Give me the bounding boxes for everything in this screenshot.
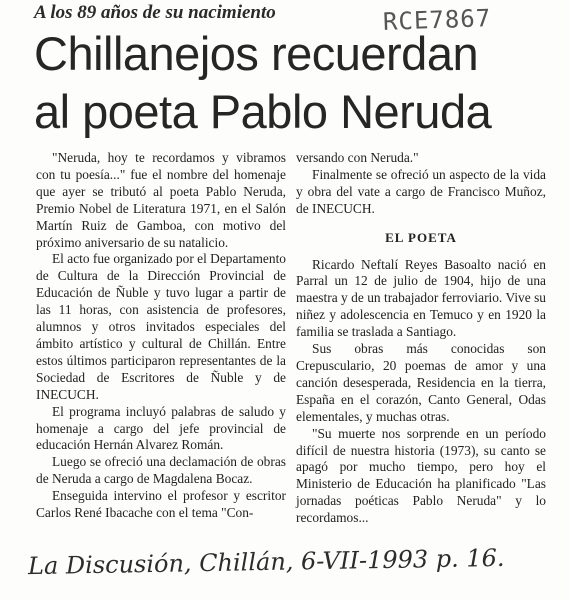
paragraph: Luego se ofreció una declamación de obras de Neruda a cargo de Magdalena Bocaz.	[36, 454, 286, 487]
paragraph: Ricardo Neftalí Reyes Basoalto nació en Parral un 12 de julio de 1904, hijo de una maestra y de un trabajador ferroviario. Vive su niñez y adolescencia en Temuco y en 1920 la familia se traslada a Santiago.	[296, 256, 546, 340]
paragraph: versando con Neruda."	[296, 150, 419, 165]
right-column	[296, 150, 546, 527]
paragraph: El acto fue organizado por el Departamento de Cultura de la Dirección Provincial de Educación de Ñuble y tuvo lugar a partir de las 11 horas, con asistencia de profesores, alumnos y otros invitados especiales del ámbito artístico y cultural de Chillán. Entre estos últimos participaron representantes de la Sociedad de Escritores de Ñuble y de INECUCH.	[36, 251, 286, 402]
paragraph: Finalmente se ofreció un aspecto de la vida y obra del vate a cargo de Francisco Muñoz, de INECUCH.	[296, 166, 546, 216]
paragraph: Sus obras más conocidas son Crepusculario, 20 poemas de amor y una canción desesperada, Residencia en la tierra, España en el corazón, Canto General, Odas elementales, y muchas otras.	[296, 341, 546, 424]
archive-stamp: RCE7867	[382, 4, 492, 36]
handwritten-citation: La Discusión, Chillán, 6-VII-1993 p. 16.	[27, 543, 505, 581]
paragraph: El programa incluyó palabras de saludo y homenaje a cargo del jefe provincial de educación Hernán Alvarez Román.	[36, 403, 286, 453]
headline-line-2: al poeta Pablo Neruda	[34, 85, 492, 138]
section-subhead: EL POETA	[385, 229, 457, 245]
paragraph: "Su muerte nos sorprende en un período difícil de nuestra historia (1973), su canto se apagó por mucho tiempo, pero hoy el Ministerio de Educación ha planificado "Las jornadas poéticas Pablo Neruda" y lo recordamos...	[296, 425, 546, 526]
kicker: A los 89 años de su nacimiento	[34, 2, 276, 23]
headline-line-1: Chillanejos recuerdan	[34, 27, 479, 80]
left-column	[36, 150, 286, 522]
paragraph: "Neruda, hoy te recordamos y vibramos con tu poesía..." fue el nombre del homenaje que ayer se tributó al poeta Pablo Neruda, Premio Nobel de Literatura 1971, en el Salón Martín Ruiz de Gamboa, con motivo del próximo aniversario de su natalicio.	[36, 150, 286, 250]
paragraph: Enseguida intervino el profesor y escritor Carlos René Ibacache con el tema "Con-	[36, 488, 286, 521]
